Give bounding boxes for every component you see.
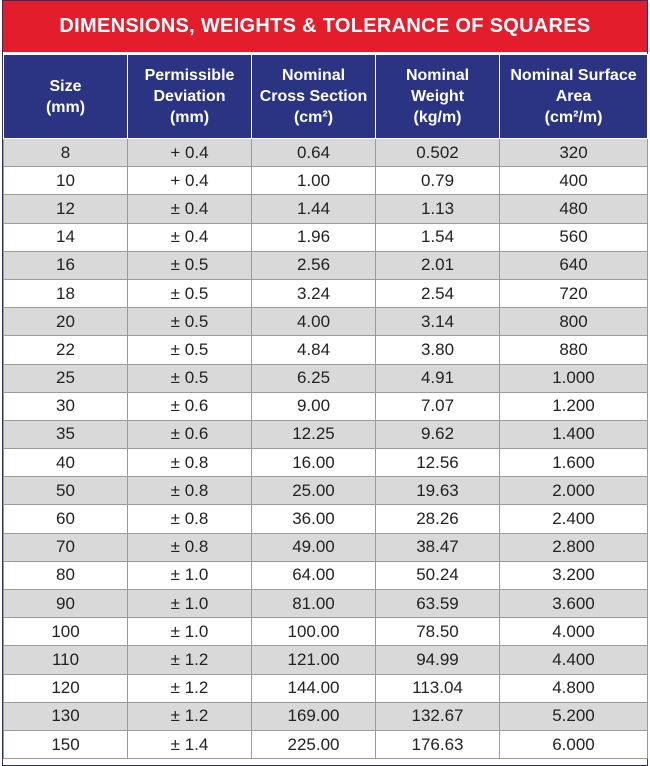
header-weight: Nominal Weight (kg/m) <box>376 55 500 139</box>
cell-surface-area: 1.600 <box>500 449 648 477</box>
cell-surface-area: 800 <box>500 308 648 336</box>
cell-cross-section: 100.00 <box>252 618 376 646</box>
cell-deviation: ± 1.2 <box>128 646 252 674</box>
cell-surface-area: 1.200 <box>500 392 648 420</box>
cell-deviation: ± 1.0 <box>128 618 252 646</box>
cell-surface-area: 720 <box>500 279 648 307</box>
cell-size: 20 <box>4 308 128 336</box>
cell-cross-section: 49.00 <box>252 533 376 561</box>
cell-surface-area: 1.400 <box>500 420 648 448</box>
cell-weight: 0.502 <box>376 139 500 167</box>
cell-cross-section: 36.00 <box>252 505 376 533</box>
header-cross-section: Nominal Cross Section (cm²) <box>252 55 376 139</box>
cell-weight: 94.99 <box>376 646 500 674</box>
cell-deviation: ± 0.4 <box>128 195 252 223</box>
cell-size: 10 <box>4 167 128 195</box>
cell-cross-section: 4.84 <box>252 336 376 364</box>
cell-cross-section: 1.96 <box>252 223 376 251</box>
cell-size: 18 <box>4 279 128 307</box>
table-body <box>4 139 648 759</box>
cell-surface-area: 880 <box>500 336 648 364</box>
cell-size: 40 <box>4 449 128 477</box>
cell-deviation: ± 0.8 <box>128 449 252 477</box>
cell-size: 35 <box>4 420 128 448</box>
cell-weight: 28.26 <box>376 505 500 533</box>
table-row <box>4 674 648 702</box>
cell-cross-section: 81.00 <box>252 590 376 618</box>
cell-size: 30 <box>4 392 128 420</box>
cell-weight: 38.47 <box>376 533 500 561</box>
cell-cross-section: 169.00 <box>252 702 376 730</box>
cell-surface-area: 2.000 <box>500 477 648 505</box>
cell-surface-area: 1.000 <box>500 364 648 392</box>
cell-weight: 7.07 <box>376 392 500 420</box>
cell-cross-section: 121.00 <box>252 646 376 674</box>
table-row <box>4 618 648 646</box>
cell-weight: 50.24 <box>376 561 500 589</box>
table-row <box>4 223 648 251</box>
cell-surface-area: 560 <box>500 223 648 251</box>
table-row <box>4 420 648 448</box>
cell-size: 14 <box>4 223 128 251</box>
cell-surface-area: 4.000 <box>500 618 648 646</box>
cell-weight: 2.54 <box>376 279 500 307</box>
table-row <box>4 364 648 392</box>
table-title: DIMENSIONS, WEIGHTS & TOLERANCE OF SQUARES <box>3 1 647 54</box>
cell-size: 70 <box>4 533 128 561</box>
cell-cross-section: 0.64 <box>252 139 376 167</box>
cell-weight: 19.63 <box>376 477 500 505</box>
cell-surface-area: 2.400 <box>500 505 648 533</box>
cell-surface-area: 3.600 <box>500 590 648 618</box>
cell-size: 12 <box>4 195 128 223</box>
cell-deviation: ± 1.2 <box>128 674 252 702</box>
cell-deviation: ± 0.5 <box>128 251 252 279</box>
cell-deviation: ± 1.4 <box>128 730 252 758</box>
table-row <box>4 590 648 618</box>
cell-size: 100 <box>4 618 128 646</box>
cell-weight: 132.67 <box>376 702 500 730</box>
cell-weight: 4.91 <box>376 364 500 392</box>
cell-cross-section: 64.00 <box>252 561 376 589</box>
cell-size: 130 <box>4 702 128 730</box>
table-row <box>4 139 648 167</box>
cell-surface-area: 3.200 <box>500 561 648 589</box>
cell-weight: 1.54 <box>376 223 500 251</box>
squares-table-panel <box>2 0 648 766</box>
cell-weight: 1.13 <box>376 195 500 223</box>
cell-cross-section: 25.00 <box>252 477 376 505</box>
cell-cross-section: 16.00 <box>252 449 376 477</box>
cell-deviation: ± 0.5 <box>128 279 252 307</box>
cell-size: 80 <box>4 561 128 589</box>
cell-surface-area: 4.400 <box>500 646 648 674</box>
dimensions-table <box>3 54 648 759</box>
cell-surface-area: 320 <box>500 139 648 167</box>
cell-deviation: ± 1.0 <box>128 590 252 618</box>
cell-weight: 78.50 <box>376 618 500 646</box>
table-row <box>4 533 648 561</box>
cell-weight: 3.80 <box>376 336 500 364</box>
table-row <box>4 505 648 533</box>
table-row <box>4 392 648 420</box>
table-row <box>4 195 648 223</box>
table-row <box>4 449 648 477</box>
cell-deviation: ± 0.6 <box>128 420 252 448</box>
table-row <box>4 167 648 195</box>
cell-size: 110 <box>4 646 128 674</box>
cell-weight: 113.04 <box>376 674 500 702</box>
cell-weight: 9.62 <box>376 420 500 448</box>
cell-cross-section: 2.56 <box>252 251 376 279</box>
table-row <box>4 251 648 279</box>
cell-weight: 0.79 <box>376 167 500 195</box>
cell-size: 25 <box>4 364 128 392</box>
cell-surface-area: 400 <box>500 167 648 195</box>
cell-cross-section: 9.00 <box>252 392 376 420</box>
cell-cross-section: 144.00 <box>252 674 376 702</box>
cell-size: 8 <box>4 139 128 167</box>
cell-cross-section: 4.00 <box>252 308 376 336</box>
cell-surface-area: 5.200 <box>500 702 648 730</box>
cell-deviation: ± 0.8 <box>128 477 252 505</box>
cell-size: 90 <box>4 590 128 618</box>
table-row <box>4 646 648 674</box>
cell-cross-section: 6.25 <box>252 364 376 392</box>
cell-size: 120 <box>4 674 128 702</box>
cell-deviation: ± 1.2 <box>128 702 252 730</box>
cell-deviation: ± 0.6 <box>128 392 252 420</box>
cell-weight: 63.59 <box>376 590 500 618</box>
cell-surface-area: 480 <box>500 195 648 223</box>
cell-size: 16 <box>4 251 128 279</box>
header-permissible-deviation: Permissible Deviation (mm) <box>128 55 252 139</box>
cell-weight: 2.01 <box>376 251 500 279</box>
table-row <box>4 279 648 307</box>
cell-cross-section: 225.00 <box>252 730 376 758</box>
cell-surface-area: 2.800 <box>500 533 648 561</box>
cell-weight: 12.56 <box>376 449 500 477</box>
cell-cross-section: 3.24 <box>252 279 376 307</box>
cell-size: 22 <box>4 336 128 364</box>
cell-deviation: ± 1.0 <box>128 561 252 589</box>
cell-cross-section: 12.25 <box>252 420 376 448</box>
cell-weight: 3.14 <box>376 308 500 336</box>
cell-deviation: ± 0.4 <box>128 223 252 251</box>
cell-size: 60 <box>4 505 128 533</box>
cell-deviation: ± 0.5 <box>128 336 252 364</box>
cell-cross-section: 1.44 <box>252 195 376 223</box>
table-row <box>4 477 648 505</box>
table-row <box>4 336 648 364</box>
header-surface-area: Nominal Surface Area (cm²/m) <box>500 55 648 139</box>
table-row <box>4 561 648 589</box>
cell-deviation: ± 0.5 <box>128 308 252 336</box>
header-size: Size (mm) <box>4 55 128 139</box>
cell-deviation: ± 0.8 <box>128 505 252 533</box>
cell-surface-area: 4.800 <box>500 674 648 702</box>
table-row <box>4 308 648 336</box>
cell-deviation: + 0.4 <box>128 139 252 167</box>
cell-cross-section: 1.00 <box>252 167 376 195</box>
cell-deviation: ± 0.8 <box>128 533 252 561</box>
header-row <box>4 55 648 139</box>
cell-surface-area: 6.000 <box>500 730 648 758</box>
cell-deviation: ± 0.5 <box>128 364 252 392</box>
cell-size: 50 <box>4 477 128 505</box>
cell-size: 150 <box>4 730 128 758</box>
table-row <box>4 702 648 730</box>
table-row <box>4 730 648 758</box>
cell-surface-area: 640 <box>500 251 648 279</box>
cell-deviation: + 0.4 <box>128 167 252 195</box>
cell-weight: 176.63 <box>376 730 500 758</box>
